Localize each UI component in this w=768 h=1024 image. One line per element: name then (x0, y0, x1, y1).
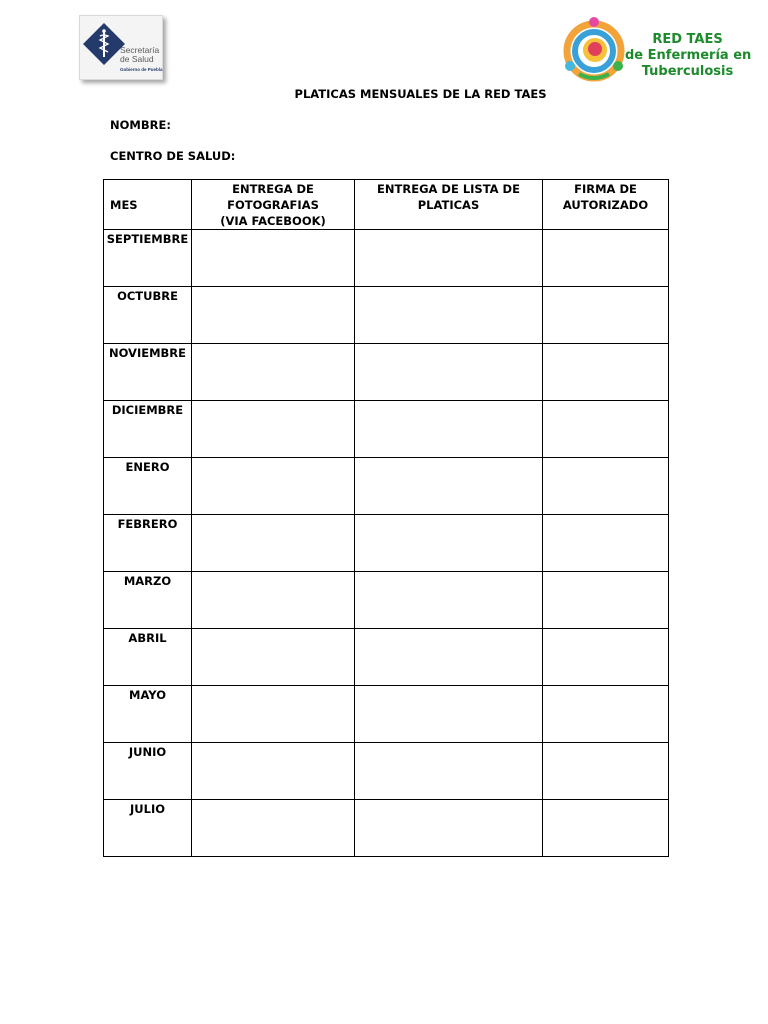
lista-cell[interactable] (355, 401, 543, 458)
fotografias-cell[interactable] (192, 458, 355, 515)
firma-cell[interactable] (543, 572, 669, 629)
fotografias-cell[interactable] (192, 743, 355, 800)
firma-cell[interactable] (543, 743, 669, 800)
lista-cell[interactable] (355, 230, 543, 287)
header-fotografias (192, 180, 355, 230)
month-cell: MAYO (104, 686, 192, 743)
lista-cell[interactable] (355, 572, 543, 629)
fotografias-cell[interactable] (192, 287, 355, 344)
month-cell: DICIEMBRE (104, 401, 192, 458)
centro-salud-label: CENTRO DE SALUD: (110, 149, 236, 163)
fotografias-cell[interactable] (192, 230, 355, 287)
document-title: PLATICAS MENSUALES DE LA RED TAES (294, 87, 547, 101)
lista-cell[interactable] (355, 686, 543, 743)
nombre-label: NOMBRE: (110, 118, 171, 132)
red-taes-logo-icon (559, 14, 629, 84)
firma-cell[interactable] (543, 401, 669, 458)
table-row (104, 743, 669, 800)
table-header-row (104, 180, 669, 230)
fotografias-cell[interactable] (192, 572, 355, 629)
red-taes-line2: de Enfermería en (625, 48, 752, 63)
lista-cell[interactable] (355, 629, 543, 686)
header-lista-line1: ENTREGA DE LISTA DE (377, 182, 520, 196)
month-cell: FEBRERO (104, 515, 192, 572)
table-row (104, 230, 669, 287)
header-fotos-line3: (VIA FACEBOOK) (220, 214, 326, 228)
month-cell: ABRIL (104, 629, 192, 686)
firma-cell[interactable] (543, 344, 669, 401)
lista-cell[interactable] (355, 458, 543, 515)
table-row (104, 800, 669, 857)
table-row (104, 686, 669, 743)
firma-cell[interactable] (543, 686, 669, 743)
fotografias-cell[interactable] (192, 629, 355, 686)
monthly-talks-table (103, 179, 669, 857)
month-cell: JULIO (104, 800, 192, 857)
logo-secretaria-text: Secretaría de Salud (120, 45, 160, 64)
header-mes-text: MES (110, 198, 138, 212)
table-row (104, 629, 669, 686)
header-lista-platicas (355, 180, 543, 230)
table-row (104, 515, 669, 572)
firma-cell[interactable] (543, 458, 669, 515)
lista-cell[interactable] (355, 800, 543, 857)
logo-government-text: Gobierno de Puebla (120, 67, 163, 72)
firma-cell[interactable] (543, 287, 669, 344)
table-row (104, 287, 669, 344)
fotografias-cell[interactable] (192, 401, 355, 458)
header-fotos-line1: ENTREGA DE (232, 182, 314, 196)
lista-cell[interactable] (355, 515, 543, 572)
month-cell: OCTUBRE (104, 287, 192, 344)
red-taes-line3: Tuberculosis (641, 64, 734, 79)
firma-cell[interactable] (543, 800, 669, 857)
red-taes-logo-text (625, 32, 750, 80)
header-mes (104, 180, 192, 230)
header-fotos-line2: FOTOGRAFIAS (227, 198, 319, 212)
firma-cell[interactable] (543, 515, 669, 572)
table-row (104, 572, 669, 629)
header-firma-line1: FIRMA DE (574, 182, 637, 196)
month-cell: JUNIO (104, 743, 192, 800)
firma-cell[interactable] (543, 629, 669, 686)
fotografias-cell[interactable] (192, 800, 355, 857)
table-row (104, 401, 669, 458)
caduceus-icon (93, 28, 115, 60)
month-cell: MARZO (104, 572, 192, 629)
fotografias-cell[interactable] (192, 686, 355, 743)
secretaria-salud-logo (79, 15, 163, 80)
header-firma-line2: AUTORIZADO (562, 198, 649, 212)
month-cell: SEPTIEMBRE (104, 230, 192, 287)
lista-cell[interactable] (355, 743, 543, 800)
table-row (104, 458, 669, 515)
red-taes-line1: RED TAES (652, 32, 723, 47)
header-firma (543, 180, 669, 230)
fotografias-cell[interactable] (192, 344, 355, 401)
lista-cell[interactable] (355, 287, 543, 344)
month-cell: ENERO (104, 458, 192, 515)
header-lista-line2: PLATICAS (417, 198, 480, 212)
lista-cell[interactable] (355, 344, 543, 401)
month-cell: NOVIEMBRE (104, 344, 192, 401)
table-row (104, 344, 669, 401)
fotografias-cell[interactable] (192, 515, 355, 572)
firma-cell[interactable] (543, 230, 669, 287)
